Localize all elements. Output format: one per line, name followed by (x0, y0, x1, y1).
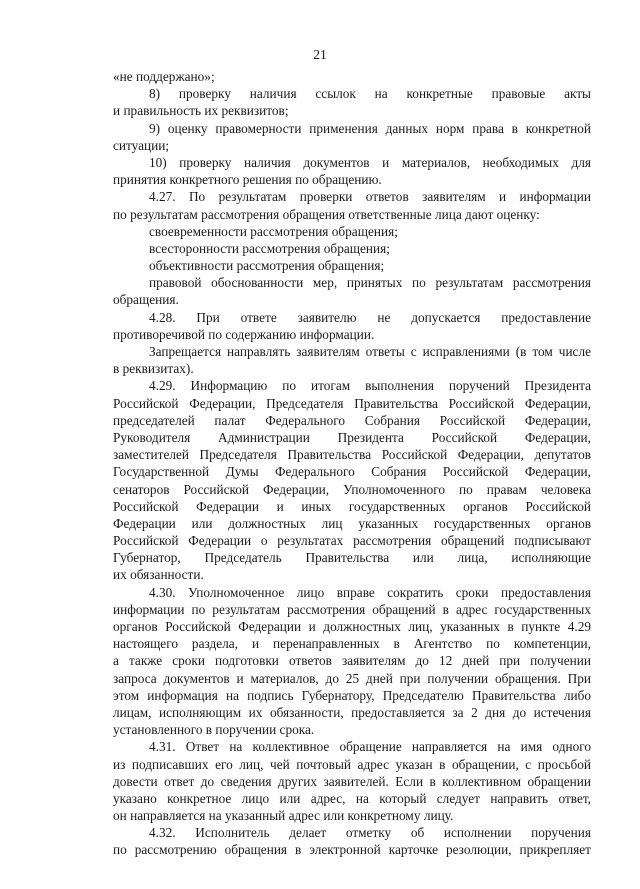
paragraph-p427c (113, 257, 591, 274)
text-line: обращения. (113, 292, 179, 308)
paragraph-p430 (113, 584, 591, 739)
text-line: сенаторов Российской Федерации, Уполномоченного по правам человека (113, 481, 591, 497)
text-line: Российской Федерации и иных государственных органов Российской (113, 498, 591, 514)
text-line: по рассмотрению обращения в электронной карточке резолюции, прикрепляет (113, 842, 591, 858)
text-line: 4.30. Уполномоченное лицо вправе сократить сроки предоставления (149, 584, 591, 600)
text-line: их обязанности. (113, 567, 204, 583)
paragraph-p9 (113, 120, 591, 154)
text-line: Российской Федерации о результатах рассмотрения обращений подписывают (113, 533, 591, 549)
text-line: Запрещается направлять заявителям ответы с исправлениями (в том числе (149, 344, 591, 359)
paragraph-p427 (113, 188, 591, 222)
text-line: лицам, исполняющим их обязанности, предоставляется за 2 дня до истечения (113, 704, 591, 720)
text-line: правовой обоснованности мер, принятых по результатам рассмотрения (149, 275, 591, 291)
text-line: объективности рассмотрения обращения; (149, 258, 385, 274)
text-line: по результатам рассмотрения обращения ответственные лица дают оценку: (113, 206, 540, 222)
text-line: своевременности рассмотрения обращения; (149, 223, 398, 239)
text-line: ситуации; (113, 137, 170, 153)
text-line: всесторонности рассмотрения обращения; (149, 240, 390, 256)
text-line: запроса документов и материалов, до 25 дней при получении обращения. При (113, 670, 591, 686)
text-line: 9) оценку правомерности применения данных норм права в конкретной (149, 120, 591, 136)
text-line: принятия конкретного решения по обращению. (113, 172, 382, 188)
text-line: органов Российской Федерации и должностных лиц, указанных в пункте 4.29 (113, 619, 591, 634)
paragraph-p0 (113, 68, 591, 85)
text-line: он направляется на указанный адрес или конкретному лицу. (113, 808, 454, 824)
text-line: 4.32. Исполнитель делает отметку об исполнении поручения (149, 825, 591, 841)
text-line: Губернатор, Председатель Правительства или лица, исполняющие (113, 550, 591, 566)
text-line: и правильность их реквизитов; (113, 103, 289, 119)
paragraph-p431 (113, 738, 591, 824)
document-body (113, 68, 591, 859)
page-number: 21 (313, 47, 327, 62)
text-line: этом информация на подпись Губернатору, Председателю Правительства либо (113, 687, 591, 703)
paragraph-p428 (113, 309, 591, 343)
text-line: указано конкретное лицо или адрес, на который следует направить ответ, (113, 790, 591, 806)
paragraph-p8 (113, 85, 591, 119)
text-line: противоречивой по содержанию информации. (113, 326, 375, 342)
text-line: Федерации или должностных лиц указанных государственных органов (113, 515, 591, 531)
paragraph-p427d (113, 274, 591, 308)
text-line: 4.28. При ответе заявителю не допускается предоставление (149, 309, 591, 325)
paragraph-p429 (113, 377, 591, 583)
paragraph-p432 (113, 824, 591, 858)
text-line: а также сроки подготовки ответов заявителям до 12 дней при получении (113, 653, 591, 669)
text-line: председателей палат Федерального Собрания Российской Федерации, (113, 412, 591, 428)
text-line: заместителей Председателя Правительства Российской Федерации, депутатов (113, 447, 591, 463)
text-line: «не поддержано»; (113, 69, 215, 84)
text-line: из подписавших его лиц, чей почтовый адрес указан в обращении, с просьбой (113, 756, 591, 772)
paragraph-p10 (113, 154, 591, 188)
text-line: Российской Федерации, Председателя Правительства Российской Федерации, (113, 395, 591, 411)
text-line: Руководителя Администрации Президента Российской Федерации, (113, 429, 591, 445)
paragraph-p427a (113, 223, 591, 240)
text-line: 4.29. Информацию по итогам выполнения поручений Президента (149, 378, 591, 394)
text-line: 4.31. Ответ на коллективное обращение направляется на имя одного (149, 739, 591, 755)
text-line: 10) проверку наличия документов и материалов, необходимых для (149, 154, 591, 170)
paragraph-p428b (113, 343, 591, 377)
text-line: информации по результатам рассмотрения обращений в адрес государственных (113, 601, 591, 617)
text-line: 8) проверку наличия ссылок на конкретные правовые акты (149, 86, 591, 102)
text-line: 4.27. По результатам проверки ответов заявителям и информации (149, 189, 591, 205)
text-line: Государственной Думы Федерального Собрания Российской Федерации, (113, 464, 591, 480)
text-line: настоящего раздела, и перенаправленных в Агентство по компетенции, (113, 636, 591, 652)
text-line: установленного в поручении срока. (113, 722, 315, 738)
text-line: довести ответ до сведения других заявителей. Если в коллективном обращении (113, 773, 591, 789)
text-line: в реквизитах). (113, 361, 194, 377)
paragraph-p427b (113, 240, 591, 257)
